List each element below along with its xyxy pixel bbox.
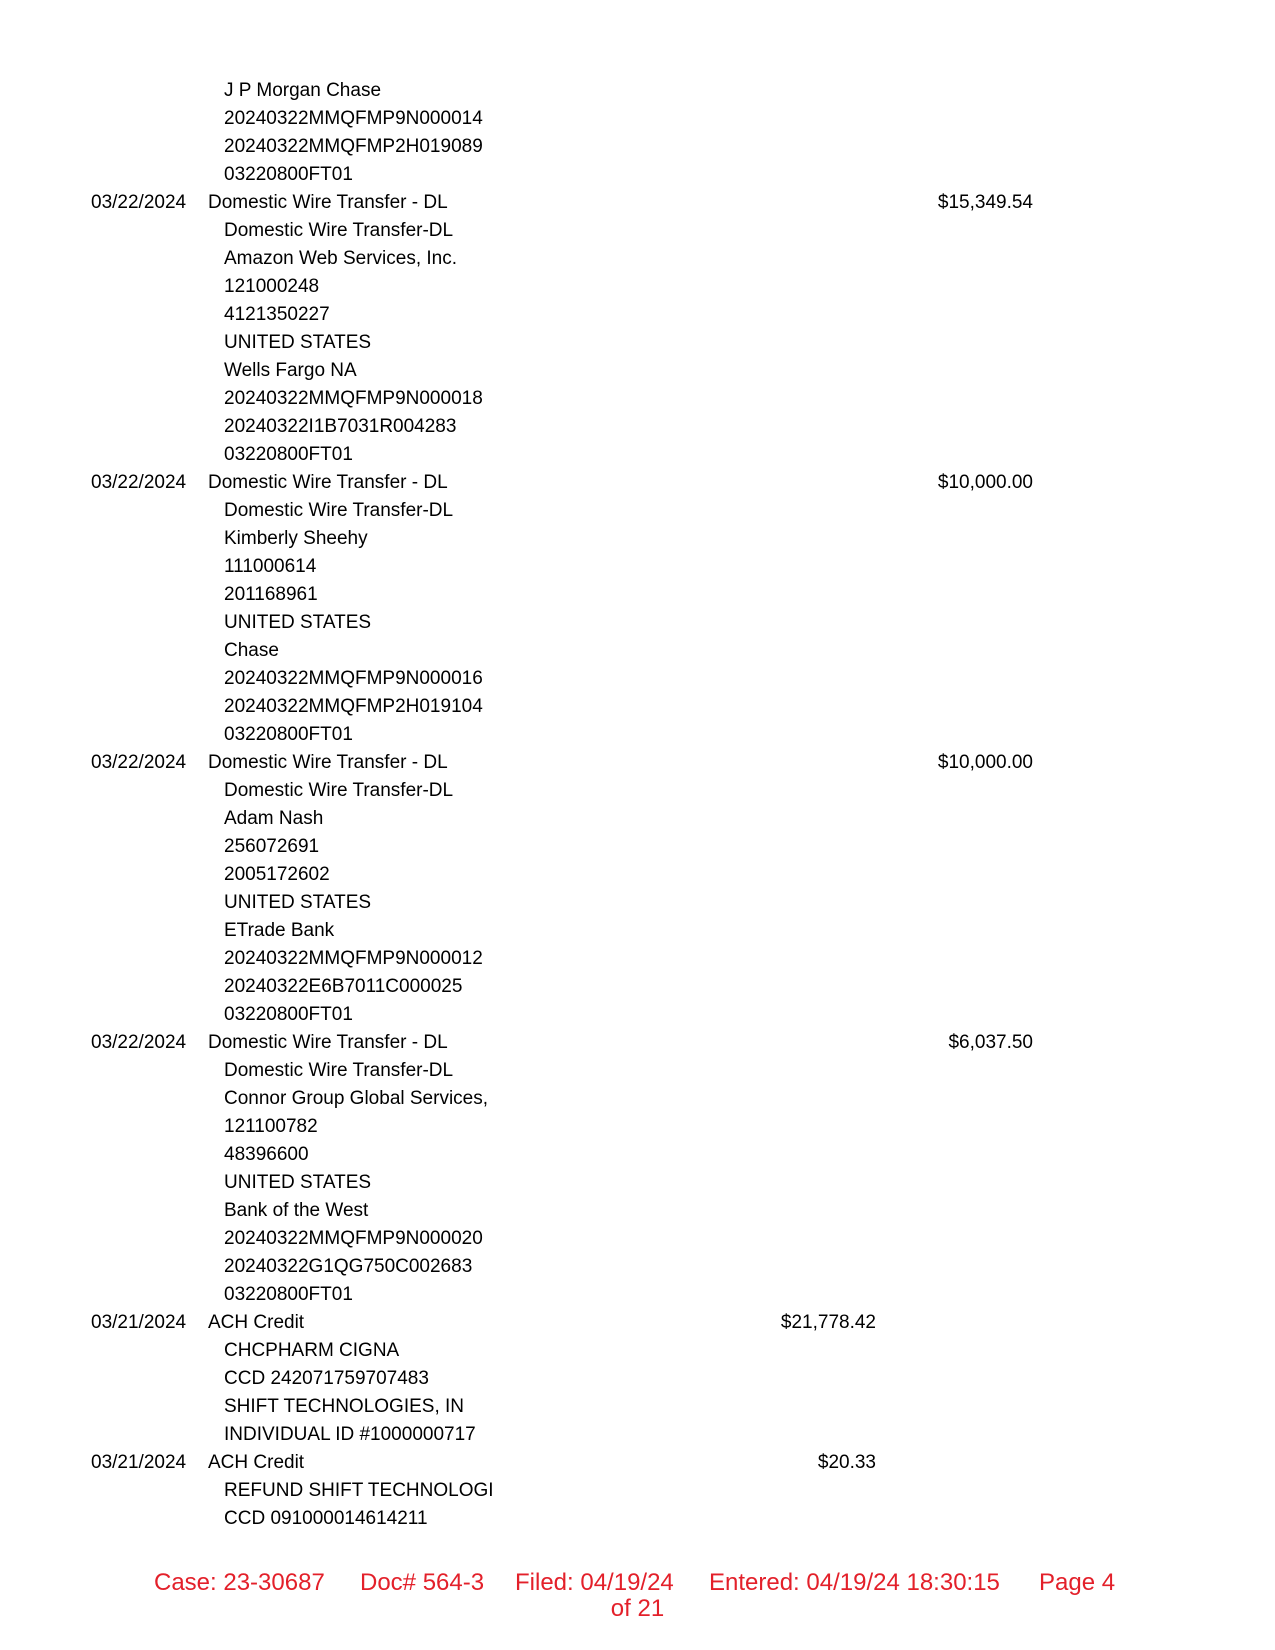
- transaction-credit: $20.33: [817, 1452, 876, 1473]
- transaction-date: 03/22/2024: [91, 472, 187, 493]
- transaction-detail-line: [0, 1505, 1275, 1533]
- detail-text: ETrade Bank: [224, 920, 335, 941]
- detail-text: CHCPHARM CIGNA: [224, 1340, 400, 1361]
- detail-text: 20240322MMQFMP9N000014: [224, 108, 483, 129]
- transaction-debit: $10,000.00: [937, 472, 1033, 493]
- transaction-debit: $15,349.54: [937, 192, 1033, 213]
- transaction-detail-line: [0, 609, 1275, 637]
- detail-text: 20240322MMQFMP2H019089: [224, 136, 483, 157]
- transaction-row: [0, 1309, 1275, 1337]
- detail-text: Chase: [224, 640, 279, 661]
- transaction-detail-line: [0, 1421, 1275, 1449]
- stamp-page-total: of 21: [610, 1595, 665, 1622]
- transaction-detail-line: [0, 721, 1275, 749]
- detail-text: UNITED STATES: [224, 612, 372, 633]
- detail-text: J P Morgan Chase: [224, 80, 382, 101]
- transaction-description: Domestic Wire Transfer - DL: [208, 472, 448, 493]
- transaction-description: Domestic Wire Transfer - DL: [208, 192, 448, 213]
- stamp-case: Case: 23-30687: [154, 1569, 325, 1596]
- detail-text: 20240322MMQFMP9N000016: [224, 668, 483, 689]
- detail-text: 20240322G1QG750C002683: [224, 1256, 473, 1277]
- transaction-detail-line: [0, 1477, 1275, 1505]
- transaction-date: 03/22/2024: [91, 752, 187, 773]
- detail-text: CCD 242071759707483: [224, 1368, 429, 1389]
- transaction-date: 03/22/2024: [91, 192, 187, 213]
- detail-text: REFUND SHIFT TECHNOLOGI: [224, 1480, 494, 1501]
- detail-text: UNITED STATES: [224, 1172, 372, 1193]
- detail-text: 121000248: [224, 276, 320, 297]
- transaction-detail-line: [0, 497, 1275, 525]
- detail-text: Domestic Wire Transfer-DL: [224, 220, 454, 241]
- transaction-row: [0, 469, 1275, 497]
- detail-text: Wells Fargo NA: [224, 360, 357, 381]
- detail-text: SHIFT TECHNOLOGIES, IN: [224, 1396, 465, 1417]
- detail-text: Bank of the West: [224, 1200, 369, 1221]
- transaction-detail-line: [0, 1197, 1275, 1225]
- detail-text: 121100782: [224, 1116, 318, 1137]
- detail-text: 20240322MMQFMP9N000020: [224, 1228, 483, 1249]
- transaction-description: Domestic Wire Transfer - DL: [208, 1032, 448, 1053]
- transaction-detail-line: [0, 1281, 1275, 1309]
- transaction-detail-line: [0, 693, 1275, 721]
- detail-text: 256072691: [224, 836, 320, 857]
- detail-text: 03220800FT01: [224, 1004, 353, 1025]
- transaction-detail-line: [0, 245, 1275, 273]
- transaction-detail-line: [0, 777, 1275, 805]
- transaction-description: ACH Credit: [208, 1312, 305, 1333]
- stamp-entered: Entered: 04/19/24 18:30:15: [709, 1569, 1000, 1596]
- transaction-detail-line: [0, 413, 1275, 441]
- transaction-detail-line: [0, 973, 1275, 1001]
- transaction-detail-line: [0, 1113, 1275, 1141]
- transaction-credit: $21,778.42: [780, 1312, 876, 1333]
- stamp-filed: Filed: 04/19/24: [515, 1569, 674, 1596]
- transaction-detail-line: [0, 1225, 1275, 1253]
- detail-text: Connor Group Global Services,: [224, 1088, 489, 1109]
- detail-text: Domestic Wire Transfer-DL: [224, 1060, 454, 1081]
- transaction-date: 03/21/2024: [91, 1312, 187, 1333]
- detail-text: INDIVIDUAL ID #1000000717: [224, 1424, 476, 1445]
- transaction-detail-line: [0, 833, 1275, 861]
- detail-text: 03220800FT01: [224, 1284, 353, 1305]
- transaction-detail-line: [0, 1001, 1275, 1029]
- transaction-detail-line: [0, 133, 1275, 161]
- detail-text: 4121350227: [224, 304, 330, 325]
- transaction-description: Domestic Wire Transfer - DL: [208, 752, 448, 773]
- transaction-detail-line: [0, 301, 1275, 329]
- detail-text: CCD 091000014614211: [224, 1508, 428, 1529]
- detail-text: 03220800FT01: [224, 724, 353, 745]
- stamp-page: Page 4: [1039, 1569, 1116, 1596]
- detail-text: UNITED STATES: [224, 892, 372, 913]
- transaction-detail-line: [0, 861, 1275, 889]
- transaction-detail-line: [0, 161, 1275, 189]
- detail-text: Domestic Wire Transfer-DL: [224, 780, 454, 801]
- stamp-line-1: [0, 1570, 1275, 1595]
- transaction-detail-line: [0, 1141, 1275, 1169]
- transaction-date: 03/22/2024: [91, 1032, 187, 1053]
- detail-text: 20240322MMQFMP9N000018: [224, 388, 483, 409]
- transaction-detail-line: [0, 385, 1275, 413]
- detail-text: 20240322MMQFMP9N000012: [224, 948, 483, 969]
- detail-text: 48396600: [224, 1144, 309, 1165]
- transaction-detail-line: [0, 441, 1275, 469]
- detail-text: Domestic Wire Transfer-DL: [224, 500, 454, 521]
- transaction-description: ACH Credit: [208, 1452, 305, 1473]
- transaction-detail-line: [0, 525, 1275, 553]
- transaction-row: [0, 749, 1275, 777]
- detail-text: 201168961: [224, 584, 318, 605]
- transaction-detail-line: [0, 105, 1275, 133]
- transaction-row: [0, 1029, 1275, 1057]
- detail-text: 2005172602: [224, 864, 330, 885]
- transaction-detail-line: [0, 637, 1275, 665]
- detail-text: 111000614: [224, 556, 317, 577]
- transaction-row: [0, 189, 1275, 217]
- transaction-debit: $10,000.00: [937, 752, 1033, 773]
- transaction-detail-line: [0, 1393, 1275, 1421]
- detail-text: 03220800FT01: [224, 164, 353, 185]
- transaction-detail-line: [0, 357, 1275, 385]
- detail-text: 03220800FT01: [224, 444, 353, 465]
- transaction-ledger: [0, 77, 1275, 1533]
- transaction-detail-line: [0, 553, 1275, 581]
- transaction-detail-line: [0, 1337, 1275, 1365]
- transaction-detail-line: [0, 217, 1275, 245]
- transaction-detail-line: [0, 1365, 1275, 1393]
- detail-text: 20240322E6B7011C000025: [224, 976, 463, 997]
- transaction-detail-line: [0, 917, 1275, 945]
- stamp-line-2: [0, 1596, 1275, 1621]
- transaction-detail-line: [0, 273, 1275, 301]
- detail-text: Adam Nash: [224, 808, 324, 829]
- transaction-detail-line: [0, 77, 1275, 105]
- detail-text: UNITED STATES: [224, 332, 372, 353]
- transaction-detail-line: [0, 1085, 1275, 1113]
- transaction-detail-line: [0, 1253, 1275, 1281]
- detail-text: 20240322MMQFMP2H019104: [224, 696, 483, 717]
- transaction-detail-line: [0, 329, 1275, 357]
- transaction-detail-line: [0, 1057, 1275, 1085]
- transaction-row: [0, 1449, 1275, 1477]
- stamp-doc: Doc# 564-3: [360, 1569, 485, 1596]
- detail-text: 20240322I1B7031R004283: [224, 416, 457, 437]
- transaction-date: 03/21/2024: [91, 1452, 187, 1473]
- transaction-debit: $6,037.50: [948, 1032, 1033, 1053]
- detail-text: Amazon Web Services, Inc.: [224, 248, 458, 269]
- detail-text: Kimberly Sheehy: [224, 528, 368, 549]
- transaction-detail-line: [0, 889, 1275, 917]
- transaction-detail-line: [0, 1169, 1275, 1197]
- transaction-detail-line: [0, 805, 1275, 833]
- transaction-detail-line: [0, 581, 1275, 609]
- transaction-detail-line: [0, 945, 1275, 973]
- transaction-detail-line: [0, 665, 1275, 693]
